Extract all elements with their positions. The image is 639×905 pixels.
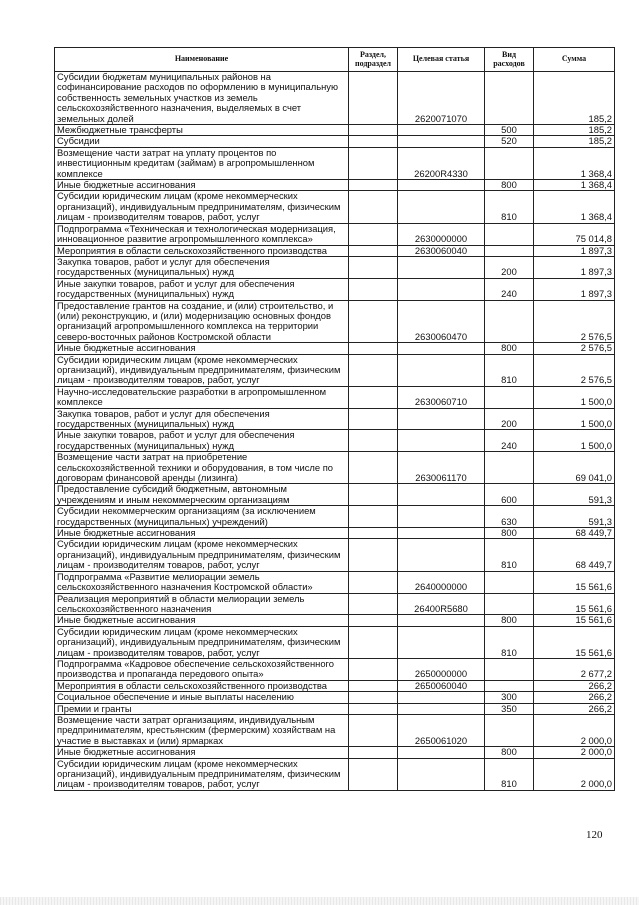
cell-sum: 69 041,0 (534, 452, 615, 484)
table-row (55, 452, 615, 484)
cell-target (398, 278, 485, 300)
cell-kind: 600 (485, 484, 534, 506)
cell-kind (485, 658, 534, 680)
cell-kind (485, 680, 534, 691)
cell-name: Субсидии некоммерческим организациям (за исключением государственных (муниципальных) учреждений) (55, 506, 349, 528)
table-row (55, 484, 615, 506)
table-row (55, 430, 615, 452)
cell-name: Социальное обеспечение и иные выплаты населению (55, 692, 349, 703)
cell-name: Субсидии юридическим лицам (кроме некоммерческих организаций), индивидуальным предпринимателям, физическим лицам - производителям товаров, работ, услуг (55, 191, 349, 223)
cell-kind: 200 (485, 256, 534, 278)
budget-page (54, 47, 614, 791)
cell-sum: 266,2 (534, 692, 615, 703)
cell-sum: 1 368,4 (534, 191, 615, 223)
cell-sum: 2 576,5 (534, 343, 615, 354)
table-row (55, 539, 615, 571)
cell-name: Иные бюджетные ассигнования (55, 343, 349, 354)
cell-name: Подпрограмма «Техническая и технологическая модернизация, инновационное развитие агропромышленного комплекса» (55, 223, 349, 245)
cell-sum: 185,2 (534, 125, 615, 136)
table-row (55, 506, 615, 528)
cell-kind: 350 (485, 703, 534, 714)
table-row (55, 408, 615, 430)
cell-target: 2630000000 (398, 223, 485, 245)
cell-sum: 266,2 (534, 703, 615, 714)
cell-section (349, 191, 398, 223)
table-row (55, 72, 615, 125)
cell-target (398, 703, 485, 714)
cell-name: Предоставление субсидий бюджетным, автономным учреждениям и иным некоммерческим организациям (55, 484, 349, 506)
cell-kind (485, 147, 534, 179)
table-row (55, 180, 615, 191)
cell-target: 2630061170 (398, 452, 485, 484)
table-row (55, 615, 615, 626)
cell-sum: 1 897,3 (534, 245, 615, 256)
cell-target (398, 256, 485, 278)
cell-target: 2630060040 (398, 245, 485, 256)
cell-sum: 1 500,0 (534, 386, 615, 408)
cell-sum: 75 014,8 (534, 223, 615, 245)
table-row (55, 692, 615, 703)
cell-kind: 800 (485, 747, 534, 758)
cell-section (349, 72, 398, 125)
cell-target (398, 528, 485, 539)
cell-kind: 200 (485, 408, 534, 430)
cell-target (398, 758, 485, 790)
cell-target: 2640000000 (398, 571, 485, 593)
table-row (55, 758, 615, 790)
cell-target (398, 191, 485, 223)
cell-target: 26400R5680 (398, 593, 485, 615)
cell-sum: 266,2 (534, 680, 615, 691)
table-row (55, 343, 615, 354)
cell-sum: 15 561,6 (534, 615, 615, 626)
cell-section (349, 430, 398, 452)
cell-name: Иные бюджетные ассигнования (55, 528, 349, 539)
table-row (55, 571, 615, 593)
cell-name: Субсидии (55, 136, 349, 147)
cell-section (349, 180, 398, 191)
cell-section (349, 506, 398, 528)
cell-name: Иные бюджетные ассигнования (55, 615, 349, 626)
header-sum: Сумма (534, 48, 615, 72)
cell-kind: 800 (485, 615, 534, 626)
cell-sum: 2 000,0 (534, 747, 615, 758)
cell-section (349, 245, 398, 256)
cell-name: Закупка товаров, работ и услуг для обеспечения государственных (муниципальных) нужд (55, 408, 349, 430)
cell-target (398, 747, 485, 758)
cell-sum: 15 561,6 (534, 571, 615, 593)
cell-name: Иные закупки товаров, работ и услуг для обеспечения государственных (муниципальных) нужд (55, 430, 349, 452)
cell-section (349, 571, 398, 593)
cell-sum: 1 500,0 (534, 430, 615, 452)
cell-sum: 2 576,5 (534, 300, 615, 343)
cell-kind: 240 (485, 430, 534, 452)
cell-kind: 520 (485, 136, 534, 147)
cell-kind (485, 245, 534, 256)
cell-name: Закупка товаров, работ и услуг для обеспечения государственных (муниципальных) нужд (55, 256, 349, 278)
cell-sum: 1 368,4 (534, 180, 615, 191)
cell-sum: 2 000,0 (534, 714, 615, 746)
cell-name: Премии и гранты (55, 703, 349, 714)
cell-section (349, 256, 398, 278)
cell-section (349, 758, 398, 790)
cell-name: Иные бюджетные ассигнования (55, 180, 349, 191)
cell-section (349, 680, 398, 691)
cell-sum: 68 449,7 (534, 528, 615, 539)
cell-kind: 630 (485, 506, 534, 528)
cell-section (349, 703, 398, 714)
cell-sum: 1 368,4 (534, 147, 615, 179)
cell-target (398, 125, 485, 136)
cell-name: Субсидии бюджетам муниципальных районов на софинансирование расходов по оформлению в муниципальную собственность земельных участков из земель сельскохозяйственного назначения, выделяемых в счет земельных долей (55, 72, 349, 125)
cell-kind (485, 714, 534, 746)
cell-sum: 1 897,3 (534, 278, 615, 300)
table-row (55, 714, 615, 746)
cell-section (349, 223, 398, 245)
cell-section (349, 658, 398, 680)
table-row (55, 680, 615, 691)
cell-target: 2620071070 (398, 72, 485, 125)
cell-target (398, 692, 485, 703)
cell-target (398, 408, 485, 430)
cell-section (349, 386, 398, 408)
cell-target (398, 430, 485, 452)
cell-sum: 2 677,2 (534, 658, 615, 680)
cell-section (349, 484, 398, 506)
cell-target (398, 506, 485, 528)
cell-target: 2630060470 (398, 300, 485, 343)
cell-target: 26200R4330 (398, 147, 485, 179)
cell-name: Подпрограмма «Кадровое обеспечение сельскохозяйственного производства и пропаганда передового опыта» (55, 658, 349, 680)
header-name: Наименование (55, 48, 349, 72)
cell-sum: 185,2 (534, 72, 615, 125)
cell-kind: 800 (485, 528, 534, 539)
cell-kind: 810 (485, 626, 534, 658)
cell-section (349, 354, 398, 386)
cell-kind: 800 (485, 343, 534, 354)
cell-kind: 500 (485, 125, 534, 136)
cell-sum: 2 576,5 (534, 354, 615, 386)
cell-section (349, 408, 398, 430)
cell-name: Субсидии юридическим лицам (кроме некоммерческих организаций), индивидуальным предпринимателям, физическим лицам - производителям товаров, работ, услуг (55, 539, 349, 571)
cell-target (398, 136, 485, 147)
cell-kind: 800 (485, 180, 534, 191)
cell-target: 2650061020 (398, 714, 485, 746)
cell-name: Субсидии юридическим лицам (кроме некоммерческих организаций), индивидуальным предпринимателям, физическим лицам - производителям товаров, работ, услуг (55, 758, 349, 790)
header-target: Целевая статья (398, 48, 485, 72)
cell-sum: 68 449,7 (534, 539, 615, 571)
cell-target (398, 615, 485, 626)
cell-kind (485, 452, 534, 484)
cell-name: Научно-исследовательские разработки в агропромышленном комплексе (55, 386, 349, 408)
cell-kind: 810 (485, 191, 534, 223)
cell-sum: 185,2 (534, 136, 615, 147)
cell-kind: 810 (485, 539, 534, 571)
cell-section (349, 615, 398, 626)
cell-sum: 15 561,6 (534, 626, 615, 658)
table-row (55, 125, 615, 136)
table-row (55, 300, 615, 343)
cell-target: 2650000000 (398, 658, 485, 680)
cell-section (349, 343, 398, 354)
cell-sum: 1 897,3 (534, 256, 615, 278)
cell-sum: 591,3 (534, 506, 615, 528)
table-row (55, 747, 615, 758)
page-number: 120 (586, 829, 603, 841)
table-row (55, 528, 615, 539)
cell-name: Субсидии юридическим лицам (кроме некоммерческих организаций), индивидуальным предпринимателям, физическим лицам - производителям товаров, работ, услуг (55, 626, 349, 658)
cell-section (349, 593, 398, 615)
cell-name: Предоставление грантов на создание, и (или) строительство, и (или) реконструкцию, и (или) модернизацию основных фондов организаций агропромышленного комплекса на территории северо-восточных районов Костромской области (55, 300, 349, 343)
cell-kind (485, 571, 534, 593)
table-row (55, 658, 615, 680)
cell-name: Субсидии юридическим лицам (кроме некоммерческих организаций), индивидуальным предпринимателям, физическим лицам - производителям товаров, работ, услуг (55, 354, 349, 386)
cell-target: 2630060710 (398, 386, 485, 408)
table-row (55, 223, 615, 245)
cell-section (349, 278, 398, 300)
cell-kind (485, 593, 534, 615)
cell-target (398, 539, 485, 571)
cell-name: Реализация мероприятий в области мелиорации земель сельскохозяйственного назначения (55, 593, 349, 615)
cell-section (349, 626, 398, 658)
cell-section (349, 692, 398, 703)
cell-target (398, 626, 485, 658)
cell-kind: 300 (485, 692, 534, 703)
cell-kind (485, 300, 534, 343)
cell-target (398, 180, 485, 191)
cell-section (349, 125, 398, 136)
cell-section (349, 452, 398, 484)
table-header-row (55, 48, 615, 72)
table-row (55, 136, 615, 147)
cell-section (349, 136, 398, 147)
budget-table (54, 47, 615, 791)
cell-section (349, 147, 398, 179)
cell-target (398, 343, 485, 354)
cell-kind (485, 386, 534, 408)
cell-section (349, 300, 398, 343)
table-row (55, 386, 615, 408)
cell-name: Межбюджетные трансферты (55, 125, 349, 136)
cell-kind (485, 223, 534, 245)
cell-sum: 2 000,0 (534, 758, 615, 790)
cell-section (349, 714, 398, 746)
table-row (55, 354, 615, 386)
scan-edge (0, 897, 639, 905)
cell-kind (485, 72, 534, 125)
cell-kind: 810 (485, 758, 534, 790)
table-row (55, 147, 615, 179)
cell-name: Иные бюджетные ассигнования (55, 747, 349, 758)
cell-sum: 1 500,0 (534, 408, 615, 430)
cell-name: Возмещение части затрат организациям, индивидуальным предпринимателям, крестьянским (фермерским) хозяйствам на участие в выставках и (или) ярмарках (55, 714, 349, 746)
cell-section (349, 747, 398, 758)
table-row (55, 593, 615, 615)
header-section: Раздел, подраздел (349, 48, 398, 72)
table-row (55, 191, 615, 223)
table-row (55, 703, 615, 714)
cell-target: 2650060040 (398, 680, 485, 691)
table-row (55, 626, 615, 658)
cell-target (398, 484, 485, 506)
cell-name: Мероприятия в области сельскохозяйственного производства (55, 245, 349, 256)
table-row (55, 245, 615, 256)
cell-target (398, 354, 485, 386)
cell-kind: 240 (485, 278, 534, 300)
header-kind: Вид расходов (485, 48, 534, 72)
cell-sum: 15 561,6 (534, 593, 615, 615)
cell-name: Подпрограмма «Развитие мелиорации земель сельскохозяйственного назначения Костромской области» (55, 571, 349, 593)
cell-name: Возмещение части затрат на уплату процентов по инвестиционным кредитам (займам) в агропромышленном комплексе (55, 147, 349, 179)
cell-name: Иные закупки товаров, работ и услуг для обеспечения государственных (муниципальных) нужд (55, 278, 349, 300)
cell-section (349, 528, 398, 539)
cell-kind: 810 (485, 354, 534, 386)
cell-section (349, 539, 398, 571)
cell-sum: 591,3 (534, 484, 615, 506)
cell-name: Возмещение части затрат на приобретение сельскохозяйственной техники и оборудования, в том числе по договорам финансовой аренды (лизинга) (55, 452, 349, 484)
table-row (55, 256, 615, 278)
cell-name: Мероприятия в области сельскохозяйственного производства (55, 680, 349, 691)
table-row (55, 278, 615, 300)
